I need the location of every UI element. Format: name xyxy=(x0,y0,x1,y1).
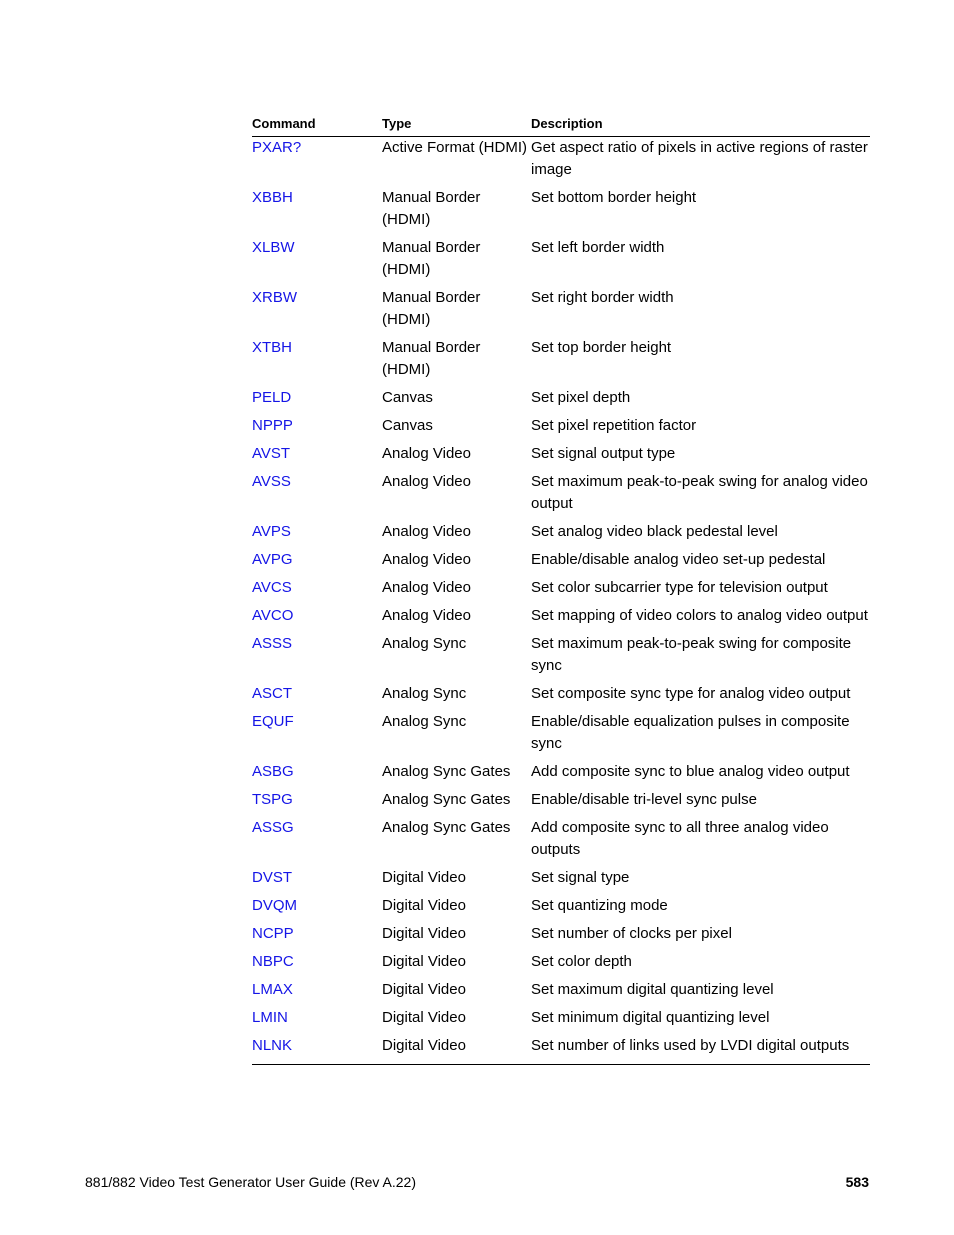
description-cell: Set maximum digital quantizing level xyxy=(531,981,774,998)
type-cell: Analog Video xyxy=(382,579,471,596)
command-cell xyxy=(252,415,382,443)
type-cell: Digital Video xyxy=(382,953,466,970)
command-cell xyxy=(252,387,382,415)
table-row xyxy=(252,979,870,1007)
description-cell: Set pixel depth xyxy=(531,389,631,406)
command-cell xyxy=(252,237,382,287)
type-cell: Analog Sync Gates xyxy=(382,791,511,808)
type-cell: Digital Video xyxy=(382,981,466,998)
type-cell: Digital Video xyxy=(382,869,466,886)
table-row xyxy=(252,337,870,387)
description-cell: Set number of links used by LVDI digital outputs xyxy=(531,1035,870,1065)
command-link[interactable]: PXAR? xyxy=(252,139,302,156)
table-row xyxy=(252,521,870,549)
table-row xyxy=(252,633,870,683)
table-row xyxy=(252,387,870,415)
command-cell xyxy=(252,187,382,237)
table-row xyxy=(252,711,870,761)
command-link[interactable]: AVPS xyxy=(252,523,291,540)
description-cell: Set minimum digital quantizing level xyxy=(531,1009,770,1026)
command-cell xyxy=(252,443,382,471)
command-link[interactable]: ASCT xyxy=(252,685,293,702)
table-row xyxy=(252,137,870,188)
type-cell: Manual Border (HDMI) xyxy=(382,189,481,228)
description-cell: Set right border width xyxy=(531,289,674,306)
table-row xyxy=(252,287,870,337)
description-cell: Set number of clocks per pixel xyxy=(531,925,732,942)
command-link[interactable]: XTBH xyxy=(252,339,293,356)
command-cell xyxy=(252,549,382,577)
type-cell: Manual Border (HDMI) xyxy=(382,289,481,328)
command-link[interactable]: XLBW xyxy=(252,239,295,256)
description-cell: Set maximum peak-to-peak swing for composite sync xyxy=(531,635,852,674)
command-link[interactable]: LMIN xyxy=(252,1009,288,1026)
command-link[interactable]: AVSS xyxy=(252,473,291,490)
command-cell xyxy=(252,337,382,387)
type-cell: Analog Video xyxy=(382,551,471,568)
description-cell: Set color depth xyxy=(531,953,632,970)
command-link[interactable]: AVCO xyxy=(252,607,294,624)
type-cell: Digital Video xyxy=(382,925,466,942)
type-cell: Digital Video xyxy=(382,897,466,914)
type-cell: Analog Sync xyxy=(382,685,467,702)
command-cell xyxy=(252,761,382,789)
command-link[interactable]: XBBH xyxy=(252,189,293,206)
type-cell: Digital Video xyxy=(382,1035,531,1065)
command-table xyxy=(252,114,870,1065)
table-row xyxy=(252,867,870,895)
command-cell xyxy=(252,867,382,895)
command-link[interactable]: NCPP xyxy=(252,925,294,942)
table-row xyxy=(252,895,870,923)
description-cell: Set signal type xyxy=(531,869,630,886)
table-row xyxy=(252,549,870,577)
table-row xyxy=(252,605,870,633)
command-link[interactable]: PELD xyxy=(252,389,292,406)
description-cell: Enable/disable analog video set-up pedestal xyxy=(531,551,826,568)
type-cell: Active Format (HDMI) xyxy=(382,139,528,156)
command-cell xyxy=(252,711,382,761)
command-cell xyxy=(252,817,382,867)
command-link[interactable]: ASSS xyxy=(252,635,293,652)
command-link[interactable]: AVCS xyxy=(252,579,292,596)
command-cell xyxy=(252,895,382,923)
type-cell: Analog Sync xyxy=(382,713,467,730)
command-cell xyxy=(252,521,382,549)
command-link[interactable]: EQUF xyxy=(252,713,294,730)
type-cell: Manual Border (HDMI) xyxy=(382,339,481,378)
table-row xyxy=(252,789,870,817)
table-row xyxy=(252,577,870,605)
type-cell: Manual Border (HDMI) xyxy=(382,239,481,278)
description-cell: Set composite sync type for analog video output xyxy=(531,685,851,702)
table-header-row xyxy=(252,114,870,137)
command-link[interactable]: AVST xyxy=(252,445,291,462)
description-cell: Set maximum peak-to-peak swing for analog video output xyxy=(531,473,868,512)
description-cell: Set top border height xyxy=(531,339,672,356)
type-cell: Analog Sync Gates xyxy=(382,763,511,780)
description-cell: Set left border width xyxy=(531,239,665,256)
table-row xyxy=(252,761,870,789)
description-cell: Set mapping of video colors to analog video output xyxy=(531,607,868,624)
table-row xyxy=(252,951,870,979)
command-cell xyxy=(252,633,382,683)
header-description: Description xyxy=(531,114,870,137)
command-cell xyxy=(252,1035,382,1065)
type-cell: Analog Sync xyxy=(382,635,467,652)
command-link[interactable]: ASSG xyxy=(252,819,294,836)
command-link[interactable]: NBPC xyxy=(252,953,294,970)
command-link[interactable]: TSPG xyxy=(252,791,293,808)
table-row xyxy=(252,237,870,287)
command-cell xyxy=(252,605,382,633)
command-cell xyxy=(252,683,382,711)
header-command: Command xyxy=(252,114,382,137)
command-cell xyxy=(252,471,382,521)
table-row xyxy=(252,415,870,443)
command-cell xyxy=(252,951,382,979)
table-body xyxy=(252,137,870,1065)
type-cell: Analog Sync Gates xyxy=(382,819,511,836)
description-cell: Add composite sync to all three analog video outputs xyxy=(531,819,829,858)
table-row xyxy=(252,1035,870,1065)
description-cell: Set bottom border height xyxy=(531,189,697,206)
description-cell: Set color subcarrier type for television output xyxy=(531,579,828,596)
command-cell xyxy=(252,923,382,951)
table-row xyxy=(252,471,870,521)
command-cell xyxy=(252,137,382,188)
description-cell: Enable/disable tri-level sync pulse xyxy=(531,791,757,808)
description-cell: Set quantizing mode xyxy=(531,897,668,914)
table-row xyxy=(252,683,870,711)
command-link[interactable]: ASBG xyxy=(252,763,294,780)
type-cell: Analog Video xyxy=(382,473,471,490)
type-cell: Digital Video xyxy=(382,1009,466,1026)
type-cell: Canvas xyxy=(382,417,433,434)
description-cell: Get aspect ratio of pixels in active regions of raster image xyxy=(531,139,868,178)
table-row xyxy=(252,443,870,471)
command-link[interactable]: DVST xyxy=(252,869,293,886)
command-cell xyxy=(252,979,382,1007)
table-row xyxy=(252,923,870,951)
type-cell: Canvas xyxy=(382,389,433,406)
table-row xyxy=(252,187,870,237)
command-cell xyxy=(252,287,382,337)
description-cell: Set pixel repetition factor xyxy=(531,417,697,434)
type-cell: Analog Video xyxy=(382,523,471,540)
footer-page-number: 583 xyxy=(845,1174,869,1190)
table-row xyxy=(252,817,870,867)
command-cell xyxy=(252,577,382,605)
command-cell xyxy=(252,789,382,817)
command-link[interactable]: DVQM xyxy=(252,897,297,914)
command-link[interactable]: NPPP xyxy=(252,417,293,434)
command-link[interactable]: LMAX xyxy=(252,981,293,998)
type-cell: Analog Video xyxy=(382,607,471,624)
description-cell: Set analog video black pedestal level xyxy=(531,523,778,540)
command-link[interactable]: NLNK xyxy=(252,1037,293,1054)
command-link[interactable]: XRBW xyxy=(252,289,297,306)
description-cell: Set signal output type xyxy=(531,445,676,462)
description-cell: Add composite sync to blue analog video output xyxy=(531,763,850,780)
command-link[interactable]: AVPG xyxy=(252,551,293,568)
table-row xyxy=(252,1007,870,1035)
footer-document-title: 881/882 Video Test Generator User Guide (Rev A.22) xyxy=(85,1174,417,1190)
description-cell: Enable/disable equalization pulses in composite sync xyxy=(531,713,850,752)
type-cell: Analog Video xyxy=(382,445,471,462)
header-type: Type xyxy=(382,114,531,137)
command-cell xyxy=(252,1007,382,1035)
